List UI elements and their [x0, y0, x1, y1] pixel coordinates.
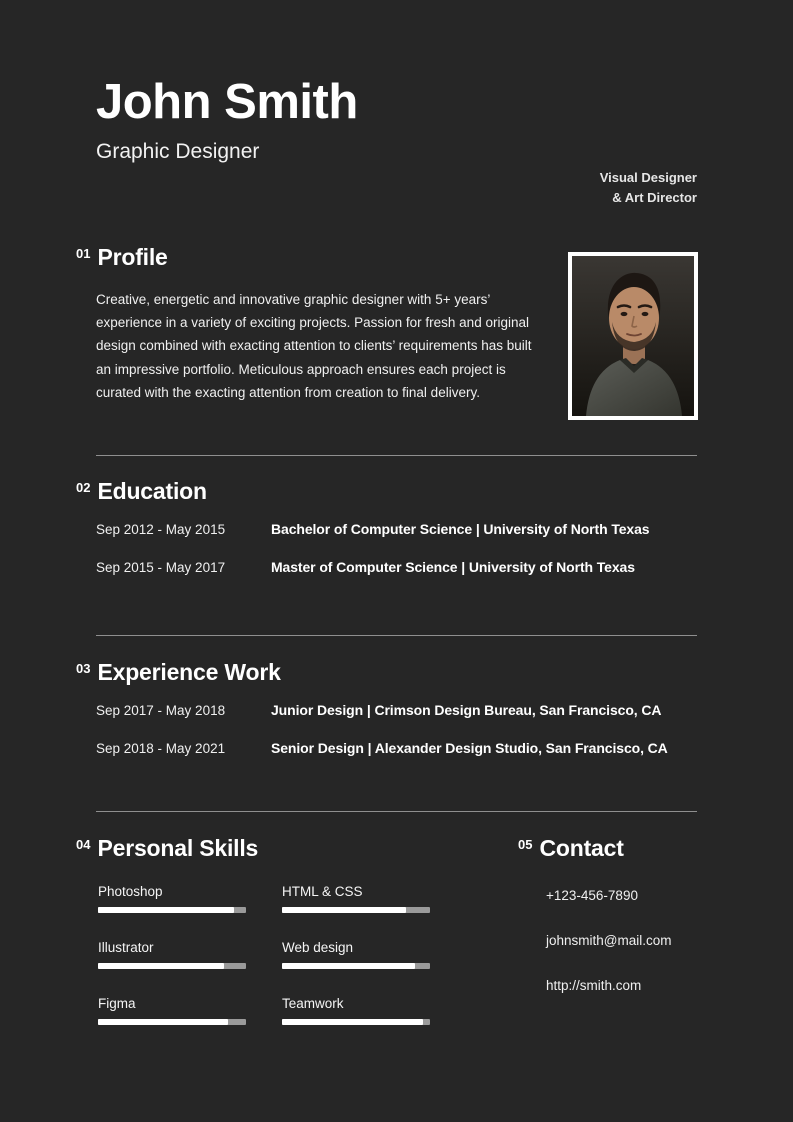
section-title: Contact — [539, 835, 624, 861]
skill-bar-track — [282, 963, 430, 969]
skill-item — [282, 884, 430, 913]
list-item — [96, 521, 716, 537]
section-skills — [76, 835, 496, 1052]
section-title: Experience Work — [97, 659, 281, 685]
divider-3 — [96, 811, 697, 812]
experience-title: Senior Design | Alexander Design Studio, San Francisco, CA — [271, 740, 668, 756]
page-title: John Smith — [96, 75, 358, 129]
skill-label: Teamwork — [282, 996, 344, 1011]
portrait-photo-icon — [572, 256, 694, 416]
section-experience-heading — [76, 659, 716, 686]
list-item — [96, 702, 716, 718]
list-item — [96, 740, 716, 756]
section-experience — [76, 659, 716, 778]
job-role: Graphic Designer — [96, 139, 260, 163]
skill-bar-track — [98, 907, 246, 913]
education-date: Sep 2012 - May 2015 — [96, 522, 226, 537]
skill-label: Figma — [98, 996, 136, 1011]
skill-label: HTML & CSS — [282, 884, 363, 899]
skill-bar-fill — [98, 1019, 228, 1025]
divider-1 — [96, 455, 697, 456]
skill-item — [282, 996, 430, 1025]
skill-item — [98, 996, 246, 1025]
experience-list — [76, 702, 716, 756]
skill-item — [98, 940, 246, 969]
skill-label: Photoshop — [98, 884, 163, 899]
skill-label: Illustrator — [98, 940, 154, 955]
section-number: 03 — [76, 661, 91, 676]
contact-email[interactable]: johnsmith@mail.com — [546, 933, 672, 948]
divider-2 — [96, 635, 697, 636]
section-number: 04 — [76, 837, 91, 852]
education-list — [76, 521, 716, 575]
section-title: Profile — [97, 244, 168, 270]
section-education — [76, 478, 716, 597]
skill-bar-fill — [98, 963, 224, 969]
avatar — [568, 252, 698, 420]
skill-bar-track — [282, 907, 430, 913]
skills-column-right — [282, 884, 430, 1052]
section-number: 01 — [76, 246, 91, 261]
section-title: Education — [97, 478, 207, 504]
section-education-heading — [76, 478, 716, 505]
skill-bar-track — [282, 1019, 430, 1025]
section-number: 02 — [76, 480, 91, 495]
experience-date: Sep 2018 - May 2021 — [96, 741, 226, 756]
section-contact — [518, 835, 768, 1023]
tagline-line-2: & Art Director — [612, 190, 697, 206]
contact-website[interactable]: http://smith.com — [546, 978, 642, 993]
skill-bar-fill — [282, 1019, 423, 1025]
education-date: Sep 2015 - May 2017 — [96, 560, 226, 575]
skill-bar-fill — [98, 907, 234, 913]
experience-date: Sep 2017 - May 2018 — [96, 703, 226, 718]
section-number: 05 — [518, 837, 533, 852]
section-profile-heading — [76, 244, 546, 271]
skills-column-left — [98, 884, 246, 1052]
education-title: Master of Computer Science | University of North Texas — [271, 559, 635, 575]
education-title: Bachelor of Computer Science | University of North Texas — [271, 521, 650, 537]
section-skills-heading — [76, 835, 496, 862]
skill-label: Web design — [282, 940, 354, 955]
section-contact-heading — [518, 835, 768, 862]
section-profile — [76, 244, 546, 404]
tagline — [478, 168, 697, 208]
profile-text: Creative, energetic and innovative graphic designer with 5+ years’ experience in a variety of exciting projects. Passion for fresh and original design combined with exacting attention to clients’ requirements has built an impressive portfolio. Meticulous approach ensures each project is curated with the exacting attention from creation to final delivery. — [96, 292, 532, 400]
skill-item — [282, 940, 430, 969]
resume-header — [96, 76, 696, 164]
skill-bar-track — [98, 963, 246, 969]
skill-bar-track — [98, 1019, 246, 1025]
list-item — [96, 559, 716, 575]
skill-bar-fill — [282, 907, 406, 913]
experience-title: Junior Design | Crimson Design Bureau, San Francisco, CA — [271, 702, 662, 718]
tagline-line-1: Visual Designer — [599, 170, 697, 185]
skill-bar-fill — [282, 963, 415, 969]
contact-list — [546, 888, 768, 993]
section-title: Personal Skills — [97, 835, 259, 861]
skills-columns — [98, 884, 496, 1052]
contact-phone[interactable]: +123-456-7890 — [546, 888, 638, 903]
skill-item — [98, 884, 246, 913]
